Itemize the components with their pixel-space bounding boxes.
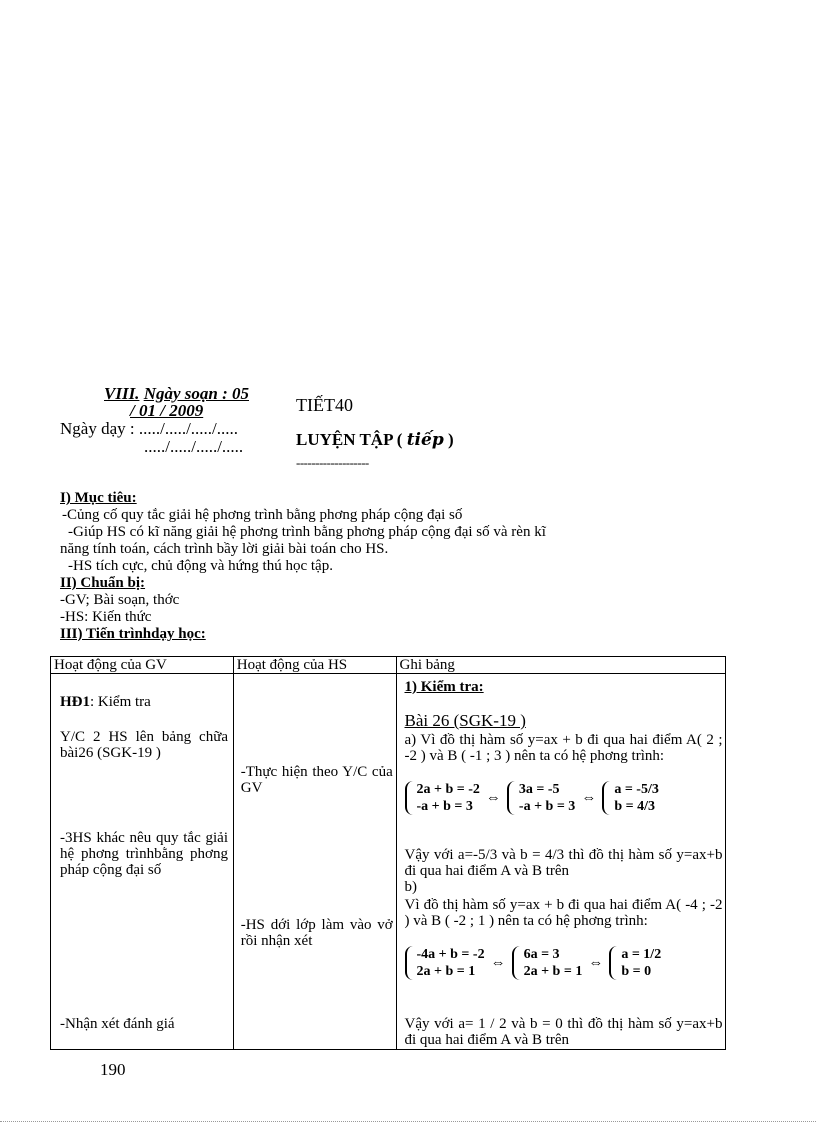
system-b	[405, 946, 662, 980]
tiet-label: TIẾT40	[296, 395, 353, 415]
system-a	[405, 781, 659, 815]
equiv-icon: ⇔	[581, 790, 597, 806]
hs-cell	[233, 674, 396, 1050]
eq: 2a + b = 1	[523, 964, 583, 979]
hd1: HĐ1: Kiểm tra	[60, 694, 151, 710]
lesson-title-italic: tiếp	[406, 430, 444, 450]
lesson-table	[50, 656, 726, 1050]
board-bai: Bài 26 (SGK-19 )	[404, 711, 526, 730]
objective-item: -Củng cố quy tắc giải hệ phơng trình bằng phơng pháp cộng đại số	[62, 507, 463, 523]
gv-rule: -3HS khác nêu quy tắc giải hệ phơng trìnhbằng phơng pháp cộng đại số	[60, 830, 228, 878]
board-section: 1) Kiểm tra:	[404, 679, 484, 695]
eq: 6a = 3	[523, 947, 560, 962]
objective-item: -Giúp HS có kĩ năng giải hệ phơng trình bằng phơng pháp cộng đại số và rèn kĩ	[68, 524, 546, 540]
board-b-text: Vì đồ thị hàm số y=ax + b đi qua hai điểm A( -4 ; -2 ) và B ( -2 ; 1 ) nên ta có hệ phơng trình:	[404, 897, 723, 929]
board-cell	[396, 674, 726, 1050]
ngay-soan-date: / 01 / 2009	[130, 401, 204, 420]
preparation-hs: -HS: Kiến thức	[60, 609, 152, 625]
eq: a = 1/2	[621, 947, 662, 962]
objectives-section	[60, 490, 730, 643]
page-number: 190	[100, 1060, 126, 1079]
equiv-icon: ⇔	[485, 790, 501, 806]
ngay-day-1: ...../...../...../.....	[138, 419, 239, 438]
page-bottom-rule	[0, 1121, 816, 1122]
eq: 2a + b = -2	[416, 782, 480, 797]
header-rule: -------------------	[296, 455, 369, 470]
eq: -4a + b = -2	[416, 947, 485, 962]
eq: b = 4/3	[614, 799, 655, 814]
col-header-hs: Hoạt động của HS	[233, 657, 396, 674]
hs-thuc-hien: -Thực hiện theo Y/C của GV	[240, 764, 393, 796]
objective-item: năng tính toán, cách trình bầy lời giải bài toán cho HS.	[60, 541, 389, 557]
gv-yc: Y/C 2 HS lên bảng chữa bài26 (SGK-19 )	[60, 729, 228, 761]
lesson-title: LUYỆN TẬP ( tiếp )	[296, 430, 454, 450]
eq: -a + b = 3	[518, 799, 576, 814]
col-header-gv: Hoạt động của GV	[51, 657, 234, 674]
preparation-gv: -GV; Bài soạn, thớc	[60, 592, 180, 608]
eq: 2a + b = 1	[416, 964, 476, 979]
eq: -a + b = 3	[416, 799, 473, 814]
eq: 3a = -5	[518, 782, 560, 797]
process-title: III) Tiến trìnhdạy học:	[60, 626, 206, 642]
table-header-row	[51, 657, 726, 674]
hs-lam: -HS dới lớp làm vào vở rồi nhận xét	[240, 917, 393, 949]
table-row	[51, 674, 726, 1050]
equiv-icon: ⇔	[588, 955, 604, 971]
roman-numeral: VIII.	[104, 384, 140, 403]
ngay-soan: Ngày soạn : 05	[143, 384, 249, 403]
objective-item: -HS tích cực, chủ động và hứng thú học tập.	[68, 558, 333, 574]
gv-cell	[51, 674, 234, 1050]
preparation-title: II) Chuẩn bị:	[60, 575, 146, 591]
objectives-title: I) Mục tiêu:	[60, 490, 137, 506]
board-a-text: a) Vì đồ thị hàm số y=ax + b đi qua hai điểm A( 2 ; -2 ) và B ( -1 ; 3 ) nên ta có hệ phơng trình:	[404, 732, 723, 764]
eq: a = -5/3	[614, 782, 659, 797]
ngay-day-2: ...../...../...../.....	[144, 437, 244, 456]
col-header-board: Ghi bảng	[396, 657, 726, 674]
equiv-icon: ⇔	[490, 955, 506, 971]
board-a-concl: Vậy với a=-5/3 và b = 4/3 thì đồ thị hàm số y=ax+b đi qua hai điểm A và B trên	[404, 847, 723, 879]
ngay-day-label: Ngày dạy : ...../...../...../.....	[60, 419, 239, 438]
gv-nhan-xet: -Nhận xét đánh giá	[60, 1016, 175, 1032]
board-b-label: b)	[404, 879, 417, 895]
board-b-concl: Vậy với a= 1 / 2 và b = 0 thì đồ thị hàm số y=ax+b đi qua hai điểm A và B trên	[404, 1016, 723, 1048]
eq: b = 0	[621, 964, 652, 979]
